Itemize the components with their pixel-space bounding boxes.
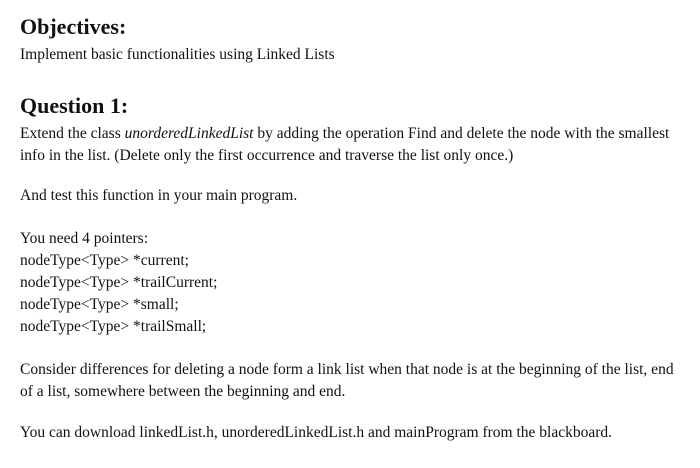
question1-text-before: Extend the class — [20, 125, 125, 142]
pointer-line: nodeType<Type> *current; — [20, 252, 189, 269]
pointers-intro: You need 4 pointers: — [20, 230, 149, 247]
document — [20, 14, 680, 444]
pointer-line: nodeType<Type> *small; — [20, 296, 179, 313]
question1-text-after: by adding the operation Find and delete the node with the smallest info in the list. (Delete only the first occurrence and traverse the list only once.) — [20, 125, 670, 164]
test-instruction: And test this function in your main program. — [20, 187, 298, 204]
download-paragraph: You can download linkedList.h, unorderedLinkedList.h and mainProgram from the blackboard. — [20, 424, 613, 441]
question1-text — [20, 123, 680, 167]
objectives-text: Implement basic functionalities using Linked Lists — [20, 46, 335, 63]
pointers-block — [20, 228, 680, 338]
pointer-line: nodeType<Type> *trailCurrent; — [20, 274, 218, 291]
class-name: unorderedLinkedList — [124, 125, 254, 142]
consider-paragraph: Consider differences for deleting a node form a link list when that node is at the beginning of the list, end of a list, somewhere between the beginning and end. — [20, 361, 674, 400]
question1-heading: Question 1: — [20, 93, 129, 118]
pointer-line: nodeType<Type> *trailSmall; — [20, 318, 207, 335]
objectives-heading: Objectives: — [20, 14, 127, 39]
